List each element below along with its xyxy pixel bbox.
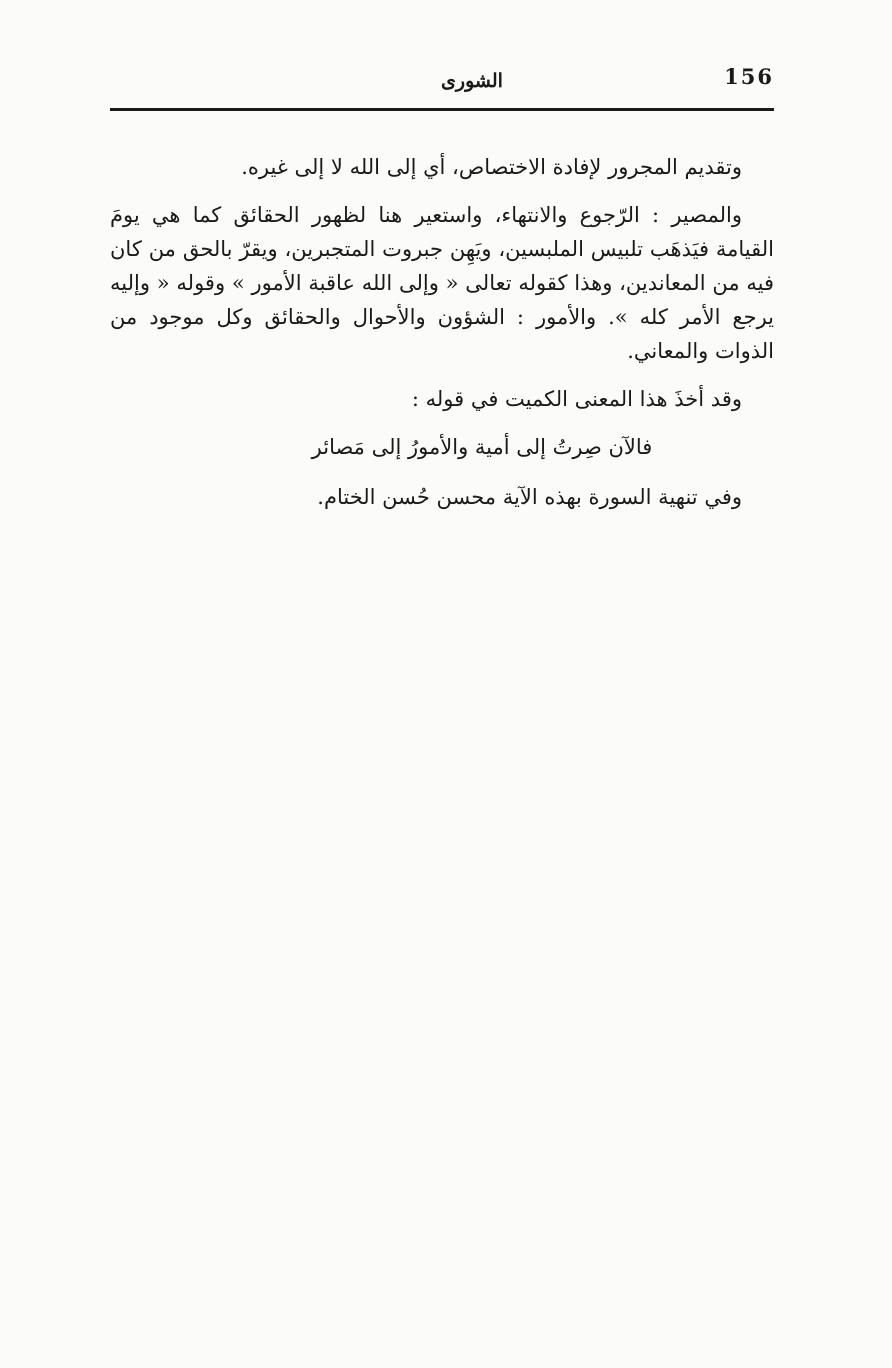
- body-text: [110, 150, 774, 528]
- paragraph-4: وفي تنهية السورة بهذه الآية محسن حُسن الختام.: [317, 485, 742, 509]
- paragraph-2: والمصير : الرّجوع والانتهاء، واستعير هنا لظهور الحقائق كما هي يومَ القيامة فيَذهَب تلبيس الملبسين، ويَهِن جبروت المتجبرين، ويقرّ بالحق من كان فيه من المعاندين، وهذا كقوله تعالى « وإلى الله عاقبة الأمور » وقوله « وإليه يرجع الأمر كله ». والأمور : الشؤون والأحوال والحقائق وكل موجود من الذوات والمعاني.: [110, 203, 774, 363]
- header-rule: [110, 108, 774, 111]
- running-title: الشورى: [441, 70, 503, 92]
- paragraph-1: وتقديم المجرور لإفادة الاختصاص، أي إلى الله لا إلى غيره.: [241, 155, 742, 179]
- paragraph-3: وقد أخذَ هذا المعنى الكميت في قوله :: [411, 387, 742, 411]
- page-header: [110, 58, 774, 108]
- poetry-verse: فالآن صِرتُ إلى أمية والأمورُ إلى مَصائر: [311, 435, 653, 459]
- page-number: 156: [724, 64, 774, 89]
